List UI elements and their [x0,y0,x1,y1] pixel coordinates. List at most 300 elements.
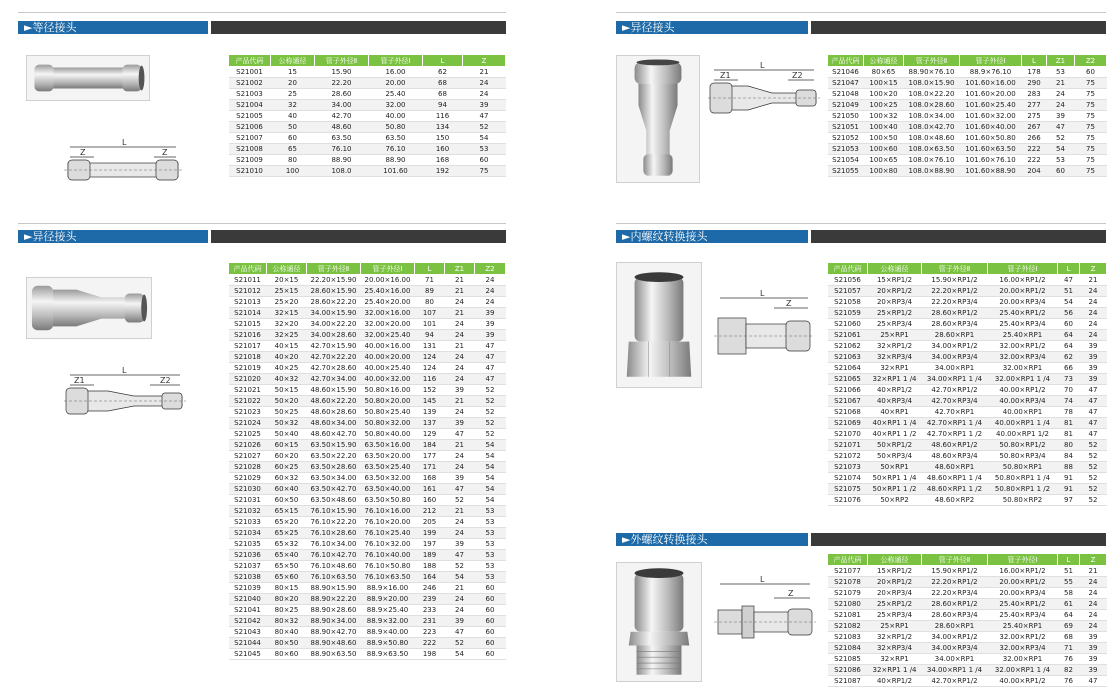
table-cell: 48.60×RP1/2 [922,440,988,451]
table-cell: 63.50×42.70 [307,484,361,495]
table-cell: 47 [475,374,506,385]
table-row [828,407,1107,418]
column-header: 管子外径Ⅱ [922,263,988,275]
table-cell: S21078 [828,577,868,588]
table-cell: 20.00×RP1/2 [988,286,1058,297]
table-cell: S21014 [229,308,267,319]
table-row [828,89,1107,100]
table-row [229,308,506,319]
table-cell: S21069 [828,418,868,429]
table-cell: 65 [271,144,315,155]
table-cell: S21074 [828,473,868,484]
diagram-label-L: L [760,290,765,298]
table-cell: 32.00×25.40 [361,330,415,341]
table-cell: 84 [1058,451,1080,462]
table-cell: 60 [475,627,506,638]
table-cell: 39 [445,418,475,429]
table-cell: 24 [1047,100,1075,111]
table-cell: 52 [475,429,506,440]
table-row [229,484,506,495]
table-cell: 24 [445,605,475,616]
table-cell: S21066 [828,385,868,396]
table-cell: 24 [475,275,506,286]
table-cell: 54 [463,133,506,144]
table-cell: 150 [423,133,463,144]
table-cell: 50×RP3/4 [868,451,922,462]
table-cell: 39 [1080,643,1107,654]
table-cell: 53 [475,561,506,572]
table-cell: 80×32 [267,616,307,627]
diagram-label-z1: Z1 [74,376,85,385]
diagram-label-z2: Z2 [160,376,171,385]
table-cell: 275 [1022,111,1047,122]
table-cell: 108.0×15.90 [904,78,960,89]
table-cell: 231 [415,616,445,627]
table-cell: 20×RP3/4 [868,588,922,599]
table-cell: 21 [445,506,475,517]
table-cell: 160 [423,144,463,155]
table-cell: 101.60×63.50 [960,144,1022,155]
table-cell: 40.00×RP1 1/2 [988,429,1058,440]
table-row [229,297,506,308]
spec-table-male [827,553,1107,687]
table-cell: 21 [445,440,475,451]
table-cell: S21086 [828,665,868,676]
column-header: 产品代码 [828,554,868,566]
table-cell: 76 [1058,654,1080,665]
table-row [828,385,1107,396]
table-cell: 21 [445,275,475,286]
table-cell: 75 [1075,89,1107,100]
column-header: 公称通径 [868,263,922,275]
table-row [229,133,506,144]
product-photo-reducer-right [616,55,700,183]
table-cell: 25×RP1 [868,330,922,341]
table-row [828,665,1107,676]
table-cell: 65×32 [267,539,307,550]
table-cell: 20×15 [267,275,307,286]
diagram-label-z1: Z1 [720,71,731,80]
table-cell: 22.20×RP3/4 [922,297,988,308]
table-cell: 28.60×22.20 [307,297,361,308]
table-cell: 100×25 [864,100,904,111]
table-row [229,605,506,616]
table-row [229,451,506,462]
table-cell: S21065 [828,374,868,385]
table-cell: 25×RP1 [868,621,922,632]
column-header: Z1 [1047,55,1075,67]
table-cell: S21055 [828,166,864,177]
table-cell: 80×65 [864,67,904,78]
table-cell: 124 [415,363,445,374]
table-row [229,440,506,451]
table-cell: 39 [1080,341,1107,352]
table-cell: S21071 [828,440,868,451]
spec-table-female [827,262,1107,506]
table-cell: 290 [1022,78,1047,89]
table-cell: 188 [415,561,445,572]
table-cell: 21 [1080,566,1107,577]
table-cell: 40×RP1/2 [868,676,922,687]
table-cell: 267 [1022,122,1047,133]
table-cell: 60 [475,649,506,660]
table-cell: 24 [1080,330,1107,341]
column-header: 管子外径Ⅰ [960,55,1022,67]
table-cell: 42.70×RP1 [922,407,988,418]
table-cell: 68 [423,89,463,100]
diagram-male [714,576,816,646]
table-cell: 101.60×88.90 [960,166,1022,177]
table-row [229,583,506,594]
column-header: 产品代码 [229,263,267,275]
table-row [229,649,506,660]
table-cell: 47 [475,352,506,363]
table-row [828,374,1107,385]
table-cell: 266 [1022,133,1047,144]
table-cell: 108.0 [315,166,369,177]
table-row [229,539,506,550]
table-cell: 212 [415,506,445,517]
table-cell: 60 [475,583,506,594]
table-cell: 50×15 [267,385,307,396]
column-header: 管子外径Ⅰ [361,263,415,275]
table-cell: 108.0×63.50 [904,144,960,155]
table-cell: 47 [1080,676,1107,687]
table-cell: S21015 [229,319,267,330]
column-header: 管子外径Ⅱ [315,55,369,67]
table-header-row [229,55,506,67]
table-cell: S21023 [229,407,267,418]
table-cell: 47 [1080,396,1107,407]
table-cell: S21037 [229,561,267,572]
table-cell: 277 [1022,100,1047,111]
table-cell: 60 [1047,166,1075,177]
column-header: 公称通径 [271,55,315,67]
table-cell: 222 [1022,144,1047,155]
table-cell: 50.80×RP1 1 /2 [988,484,1058,495]
table-cell: 50×20 [267,396,307,407]
table-cell: 32.00×16.00 [361,308,415,319]
table-cell: 42.70×RP1 1 /4 [922,418,988,429]
column-header: Z [463,55,506,67]
table-cell: 63.50×50.80 [361,495,415,506]
table-cell: S21080 [828,599,868,610]
table-cell: S21058 [828,297,868,308]
table-cell: 22.20×RP3/4 [922,588,988,599]
table-cell: 80×60 [267,649,307,660]
table-cell: 48.60×RP2 [922,495,988,506]
column-header: 管子外径Ⅰ [369,55,423,67]
table-cell: 52 [475,407,506,418]
table-row [229,638,506,649]
table-cell: 48.60×15.90 [307,385,361,396]
table-cell: 50×25 [267,407,307,418]
column-header: 管子外径Ⅱ [307,263,361,275]
table-cell: S21059 [828,308,868,319]
table-cell: 50.80×25.40 [361,407,415,418]
table-row [828,122,1107,133]
table-cell: 32.00×20.00 [361,319,415,330]
table-cell: 15×RP1/2 [868,275,922,286]
table-cell: S21077 [828,566,868,577]
table-cell: 34.00×RP1 1 /4 [922,665,988,676]
table-cell: 54 [1058,297,1080,308]
table-row [229,352,506,363]
table-cell: 50.80×RP1 1 /4 [988,473,1058,484]
table-cell: S21011 [229,275,267,286]
table-row [229,418,506,429]
table-cell: S21009 [229,155,271,166]
section-bar-male [616,533,1106,546]
table-cell: 39 [1080,352,1107,363]
table-cell: 47 [475,363,506,374]
table-row [229,407,506,418]
table-cell: 50.80×RP2 [988,495,1058,506]
table-cell: S21045 [229,649,267,660]
table-cell: 101.60 [369,166,423,177]
table-cell: 24 [445,462,475,473]
table-cell: 88.9×25.40 [361,605,415,616]
table-cell: 24 [445,517,475,528]
table-cell: 40×RP1 1 /4 [868,418,922,429]
table-cell: S21063 [828,352,868,363]
table-cell: 22.20 [315,78,369,89]
table-cell: 101.60×20.00 [960,89,1022,100]
diagram-label-z-right: Z [162,148,168,157]
table-cell: 24 [445,363,475,374]
table-cell: 22.20×RP1/2 [922,577,988,588]
table-cell: 28.60×RP1 [922,330,988,341]
table-cell: 39 [1080,665,1107,676]
table-cell: 63.50×15.90 [307,440,361,451]
spec-table-equal [228,54,506,177]
table-cell: 39 [1080,632,1107,643]
table-cell: S21029 [229,473,267,484]
table-cell: S21075 [828,484,868,495]
table-cell: 55 [1058,577,1080,588]
table-cell: 25.40×RP3/4 [988,319,1058,330]
table-cell: 63.50 [315,133,369,144]
table-cell: S21046 [828,67,864,78]
section-title-female: ►内螺纹转换接头 [616,230,808,243]
table-cell: 75 [1075,133,1107,144]
diagram-label-L: L [760,62,765,70]
table-cell: S21081 [828,610,868,621]
table-cell: 88.9×50.80 [361,638,415,649]
table-cell: 76.10×42.70 [307,550,361,561]
table-row [229,594,506,605]
table-cell: 52 [1080,495,1107,506]
table-cell: 34.00×RP1 1 /4 [922,374,988,385]
table-cell: 21 [445,396,475,407]
column-header: 管子外径Ⅱ [922,554,988,566]
table-cell: 53 [475,506,506,517]
table-cell: 34.00×RP1/2 [922,341,988,352]
table-cell: 89 [415,286,445,297]
table-cell: S21022 [229,396,267,407]
table-cell: 20.00×16.00 [361,275,415,286]
table-row [828,654,1107,665]
table-cell: S21019 [229,363,267,374]
table-cell: 100×65 [864,155,904,166]
table-row [828,133,1107,144]
table-row [828,363,1107,374]
table-cell: 21 [445,341,475,352]
table-cell: 283 [1022,89,1047,100]
table-cell: 66 [1058,363,1080,374]
table-cell: 152 [415,385,445,396]
table-cell: S21056 [828,275,868,286]
table-cell: 50×40 [267,429,307,440]
table-cell: 53 [1047,155,1075,166]
table-cell: 47 [445,484,475,495]
table-cell: 24 [463,89,506,100]
table-cell: 32×RP1 1 /4 [868,374,922,385]
table-cell: 15×RP1/2 [868,566,922,577]
table-cell: 24 [1080,577,1107,588]
table-cell: 52 [1080,462,1107,473]
table-row [229,561,506,572]
table-cell: 25.40×RP1 [988,621,1058,632]
table-cell: 21 [445,308,475,319]
table-cell: 15.90 [315,67,369,78]
table-cell: S21016 [229,330,267,341]
table-cell: 42.70×RP1/2 [922,385,988,396]
table-row [828,297,1107,308]
table-row [229,396,506,407]
table-cell: 177 [415,451,445,462]
table-cell: 20.00 [369,78,423,89]
table-cell: 24 [1080,286,1107,297]
table-row [229,144,506,155]
table-cell: 178 [1022,67,1047,78]
table-cell: 60 [475,616,506,627]
table-header-row [828,554,1107,566]
table-cell: 108.0×22.20 [904,89,960,100]
table-cell: 42.70×15.90 [307,341,361,352]
table-cell: 50×RP2 [868,495,922,506]
table-cell: 54 [445,572,475,583]
table-cell: 25×RP3/4 [868,610,922,621]
table-cell: 60 [1075,67,1107,78]
table-cell: S21004 [229,100,271,111]
table-cell: 74 [1058,396,1080,407]
diagram-label-L: L [122,367,127,375]
diagram-label-z: Z [788,589,794,598]
table-cell: 75 [1075,111,1107,122]
table-cell: 101.60×50.80 [960,133,1022,144]
table-row [229,572,506,583]
table-cell: 76.10×20.00 [361,517,415,528]
table-cell: 52 [475,396,506,407]
table-cell: 101.60×32.00 [960,111,1022,122]
table-cell: S21018 [229,352,267,363]
table-cell: 40.00×RP1/2 [988,385,1058,396]
table-cell: 80×20 [267,594,307,605]
table-cell: 239 [415,594,445,605]
table-cell: 48.60×42.70 [307,429,361,440]
table-cell: 32.00×RP1 [988,654,1058,665]
table-cell: 53 [475,517,506,528]
top-rule-left [18,12,506,13]
table-cell: S21042 [229,616,267,627]
table-cell: 80 [415,297,445,308]
table-cell: 25×20 [267,297,307,308]
table-cell: 100×60 [864,144,904,155]
table-cell: 40×RP1 1 /2 [868,429,922,440]
table-cell: 65×60 [267,572,307,583]
diagram-label-z2: Z2 [792,71,803,80]
table-cell: 80×25 [267,605,307,616]
table-cell: 60×15 [267,440,307,451]
table-row [229,429,506,440]
table-cell: 40.00×RP1/2 [988,676,1058,687]
table-cell: 222 [415,638,445,649]
table-cell: 75 [1075,166,1107,177]
table-cell: 76.10×48.60 [307,561,361,572]
table-cell: 32.00×RP3/4 [988,643,1058,654]
table-cell: 53 [475,572,506,583]
table-cell: 32.00 [369,100,423,111]
table-cell: 108.0×76.10 [904,155,960,166]
table-row [229,89,506,100]
table-cell: 76.10×22.20 [307,517,361,528]
table-cell: 25.40×RP1/2 [988,599,1058,610]
table-cell: 100×15 [864,78,904,89]
table-cell: 63.50×25.40 [361,462,415,473]
table-row [229,111,506,122]
table-row [828,632,1107,643]
diagram-label-L: L [760,576,765,584]
table-cell: S21049 [828,100,864,111]
column-header: 产品代码 [828,55,864,67]
table-cell: 28.60×RP3/4 [922,319,988,330]
table-cell: 50×RP1 [868,462,922,473]
table-cell: 34.00×RP1 [922,654,988,665]
table-cell: 21 [463,67,506,78]
table-cell: 20.00×RP1/2 [988,577,1058,588]
table-row [828,440,1107,451]
table-cell: 64 [1058,341,1080,352]
table-cell: 39 [445,616,475,627]
table-cell: 47 [463,111,506,122]
table-cell: S21044 [229,638,267,649]
table-cell: 88.90×76.10 [904,67,960,78]
table-cell: 32.00×RP1/2 [988,341,1058,352]
section-title-male: ►外螺纹转换接头 [616,533,808,546]
table-cell: S21062 [828,341,868,352]
table-cell: 25.40×20.00 [361,297,415,308]
table-cell: 60×25 [267,462,307,473]
table-cell: 101.60×40.00 [960,122,1022,133]
column-header: Z [1080,554,1107,566]
table-cell: 24 [475,286,506,297]
table-cell: 54 [475,440,506,451]
table-cell: S21048 [828,89,864,100]
table-cell: 50×RP1 1 /2 [868,484,922,495]
table-cell: 48.60×RP1 1 /4 [922,473,988,484]
table-cell: 53 [475,550,506,561]
table-cell: 15.90×RP1/2 [922,566,988,577]
table-cell: 51 [1058,566,1080,577]
table-cell: 80×15 [267,583,307,594]
table-cell: 52 [1080,440,1107,451]
table-cell: 97 [1058,495,1080,506]
table-cell: 76.10 [369,144,423,155]
table-cell: 16.00 [369,67,423,78]
table-cell: 40.00×32.00 [361,374,415,385]
product-photo-reducer-left [26,277,152,339]
